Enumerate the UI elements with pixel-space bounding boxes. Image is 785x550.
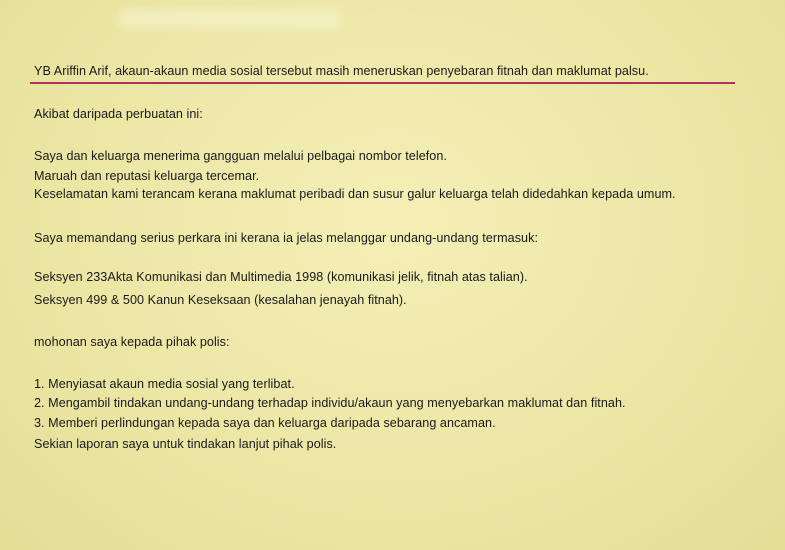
- closing-text: Sekian laporan saya untuk tindakan lanjut pihak polis.: [34, 437, 337, 451]
- request-item: 1. Menyiasat akaun media sosial yang terlibat.: [34, 377, 295, 391]
- request-intro-text: mohonan saya kepada pihak polis:: [34, 335, 230, 349]
- heading-line: YB Ariffin Arif, akaun-akaun media sosial tersebut masih meneruskan penyebaran fitnah dan maklumat palsu.: [34, 64, 649, 78]
- effect-item: Maruah dan reputasi keluarga tercemar.: [34, 169, 260, 183]
- law-item: Seksyen 499 & 500 Kanun Keseksaan (kesalahan jenayah fitnah).: [34, 293, 407, 307]
- law-item: Seksyen 233Akta Komunikasi dan Multimedia 1998 (komunikasi jelik, fitnah atas talian).: [34, 270, 528, 284]
- effect-item: Keselamatan kami terancam kerana maklumat peribadi dan susur galur keluarga telah didedahkan kepada umum.: [34, 187, 676, 201]
- intro-text: Akibat daripada perbuatan ini:: [34, 107, 203, 121]
- effect-item: Saya dan keluarga menerima gangguan melalui pelbagai nombor telefon.: [34, 149, 447, 163]
- heading-underline: [30, 82, 735, 84]
- request-item: 3. Memberi perlindungan kepada saya dan keluarga daripada sebarang ancaman.: [34, 416, 496, 430]
- paper-smudge: [120, 10, 340, 28]
- request-item: 2. Mengambil tindakan undang-undang terhadap individu/akaun yang menyebarkan maklumat dan fitnah.: [34, 396, 626, 410]
- law-intro-text: Saya memandang serius perkara ini kerana ia jelas melanggar undang-undang termasuk:: [34, 231, 538, 245]
